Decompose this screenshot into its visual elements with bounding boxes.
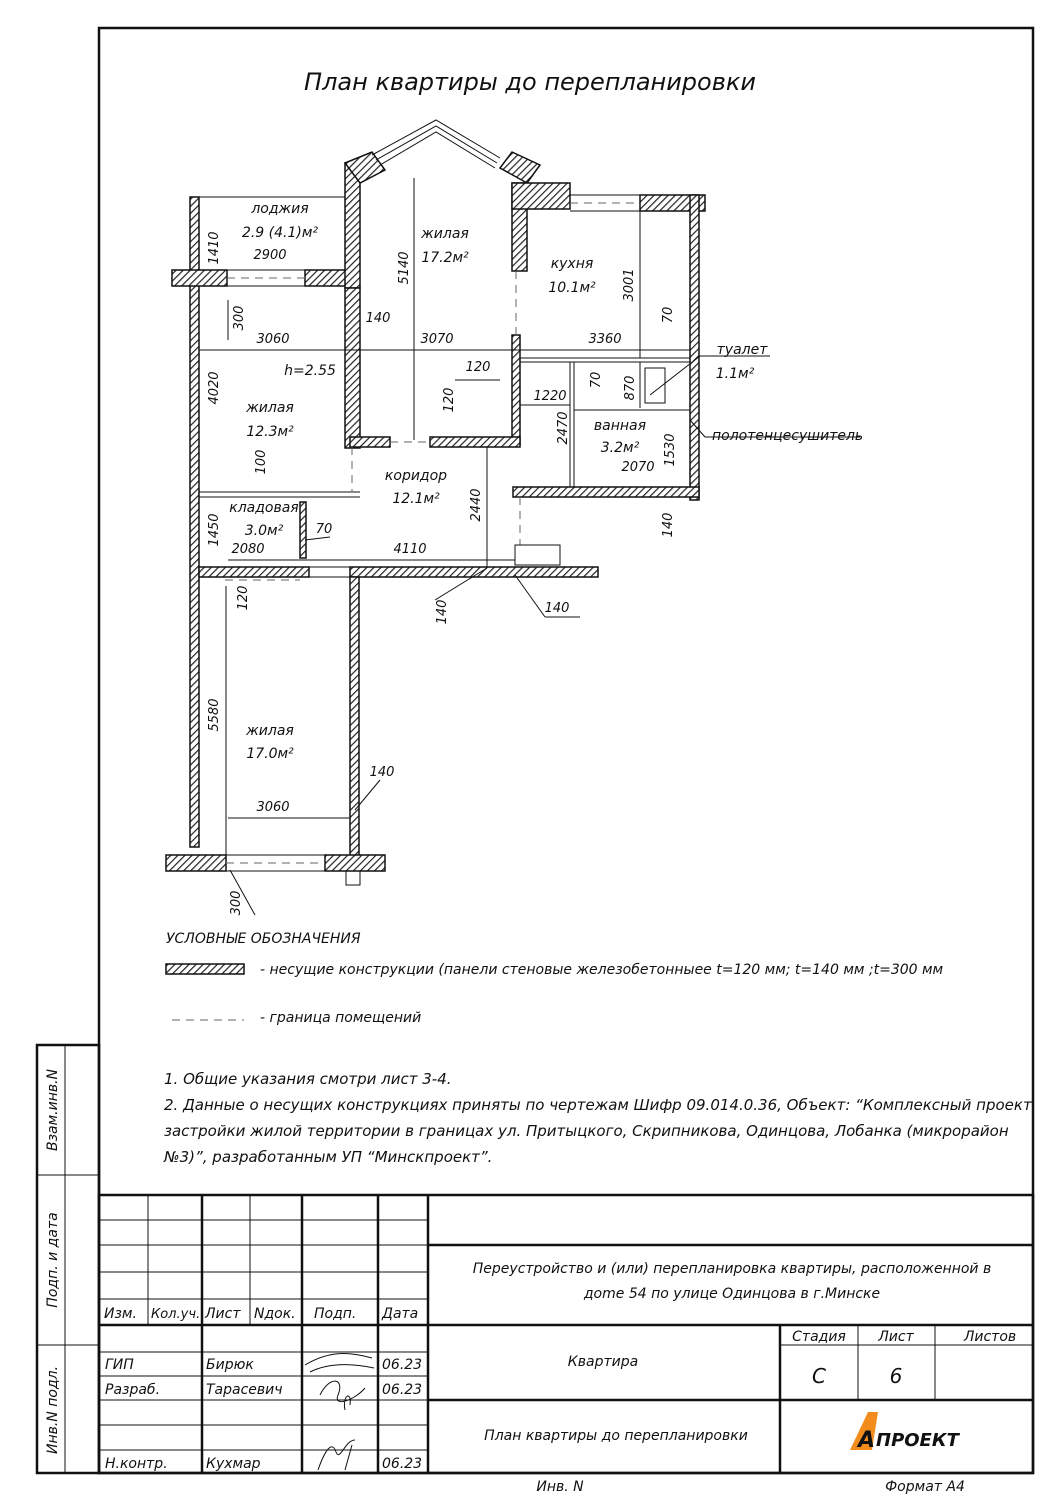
legend	[166, 931, 944, 1026]
room-area: 3.2м²	[600, 440, 640, 456]
notes	[163, 1070, 1033, 1166]
note-line: застройки жилой территории в границах ул. Притыцкого, Скрипникова, Одинцова, Лобанка (микрорайон	[164, 1122, 1009, 1140]
dim-label: 1530	[663, 433, 678, 467]
tb-header: Изм.	[104, 1306, 137, 1322]
dim-label: 5140	[397, 251, 412, 285]
room-name: кухня	[550, 256, 594, 272]
wall-right	[690, 195, 699, 500]
dim-label: 4020	[207, 371, 222, 405]
dim-label: 140	[435, 599, 450, 625]
room-area: 2.9 (4.1)м²	[241, 225, 319, 241]
dim-label: 300	[229, 890, 244, 916]
tb-name: Кухмар	[206, 1456, 261, 1472]
dim-label: 2070	[621, 460, 655, 475]
tb-date: 06.23	[382, 1382, 423, 1398]
room-name: жилая	[421, 226, 469, 242]
dim-label: 3060	[256, 800, 290, 815]
wall-kitchen-lower	[512, 335, 520, 445]
drawing-title: План квартиры до перепланировки	[304, 68, 756, 96]
sheet-frame	[99, 28, 1033, 1473]
dim-label: 140	[544, 601, 570, 616]
dim-label: 120	[442, 387, 457, 413]
dim-label: 140	[369, 765, 395, 780]
towel-dryer-label: полотенцесушитель	[712, 428, 864, 444]
dim-label: 2470	[556, 411, 571, 445]
legend-bearing-swatch	[166, 964, 244, 974]
tb-header: Подп.	[314, 1306, 357, 1322]
tb-stage-label: Стадия	[792, 1329, 846, 1345]
tb-date: 06.23	[382, 1357, 423, 1373]
tb-project-line: дome 54 по улице Одинцова в г.Минске	[583, 1286, 881, 1302]
dim-label: 1410	[207, 231, 222, 265]
dim-label: 120	[236, 585, 251, 611]
dim-label: 70	[315, 522, 333, 537]
tb-sheet-label: Лист	[878, 1329, 914, 1345]
room-name: туалет	[716, 342, 768, 358]
ceiling-height: h=2.55	[284, 363, 336, 379]
wall-bath-bottom	[513, 487, 699, 497]
logo-letter: А	[858, 1428, 876, 1453]
room-area: 12.3м²	[246, 424, 294, 440]
room-area: 17.2м²	[421, 250, 469, 266]
wall-kitchen-top-left	[512, 183, 570, 209]
tb-role: Н.контр.	[105, 1456, 168, 1472]
dim-label: 120	[465, 360, 491, 375]
side-stamp-label: Инв.N подл.	[45, 1365, 61, 1455]
tb-stage-value: С	[812, 1364, 826, 1388]
signature	[305, 1354, 374, 1372]
footer-format: Формат А4	[885, 1479, 965, 1495]
room-area: 1.1м²	[715, 366, 755, 382]
dim-label: 2080	[231, 542, 265, 557]
room-area: 10.1м²	[548, 280, 596, 296]
dim-label: 140	[661, 512, 676, 538]
dim-label: 4110	[393, 542, 427, 557]
tb-name: Тарасевич	[206, 1382, 283, 1398]
dim-label: 2900	[253, 248, 287, 263]
room-name: коридор	[384, 468, 448, 484]
tb-header: Дата	[382, 1306, 419, 1322]
tb-header: Лист	[205, 1306, 241, 1322]
legend-title: УСЛОВНЫЕ ОБОЗНАЧЕНИЯ	[166, 931, 361, 947]
dim-label: 5580	[207, 698, 222, 732]
wall-lower-bedroom-right	[350, 577, 359, 857]
tb-header: Кол.уч.	[151, 1307, 201, 1322]
tb-project-line: Переустройство и (или) перепланировка квартиры, расположенной в	[472, 1261, 992, 1277]
signature	[318, 1440, 355, 1470]
side-stamp-label: Взам.инв.N	[45, 1068, 61, 1152]
room-area: 12.1м²	[392, 491, 440, 507]
room-name: кладовая	[229, 500, 299, 516]
tb-object: Квартира	[567, 1354, 639, 1370]
room-name: лоджия	[251, 201, 309, 217]
dim-label: 140	[365, 311, 391, 326]
dim-label: 300	[232, 305, 247, 331]
room-name: жилая	[246, 400, 294, 416]
wall-bedroom-divider	[345, 288, 360, 448]
wall-bay-left	[345, 163, 360, 288]
logo-text: ПРОЕКТ	[876, 1430, 959, 1451]
note-line: 2. Данные о несущих конструкциях приняты по чертежам Шифр 09.014.0.36, Объект: “Комплексный проект	[164, 1096, 1032, 1114]
wall-left	[190, 197, 199, 847]
wall-loggia-left	[172, 270, 227, 286]
dim-label: 2440	[469, 488, 484, 522]
tb-sheet-title: План квартиры до перепланировки	[484, 1428, 748, 1444]
room-name: ванная	[593, 418, 647, 434]
dim-label: 870	[623, 375, 638, 401]
tb-sheets-label: Листов	[963, 1329, 1017, 1345]
tb-role: Разраб.	[105, 1382, 161, 1398]
wall-bottom-left	[166, 855, 226, 871]
tb-role: ГИП	[105, 1357, 134, 1373]
note-line: 1. Общие указания смотри лист 3-4.	[164, 1070, 452, 1088]
tb-sheet-value: 6	[889, 1364, 903, 1388]
tb-header: Nдок.	[254, 1306, 296, 1322]
side-stamp	[37, 1045, 99, 1473]
wall-bottom-right	[325, 855, 385, 871]
tb-date: 06.23	[382, 1456, 423, 1472]
dim-label: 1450	[207, 513, 222, 547]
tb-name: Бирюк	[206, 1357, 254, 1373]
footer-inv: Инв. N	[536, 1479, 584, 1495]
legend-bearing-text: - несущие конструкции (панели стеновые железобетонныее t=120 мм; t=140 мм ;t=300 мм	[260, 962, 944, 978]
company-logo	[850, 1412, 961, 1453]
note-line: №3)”, разработанным УП “Минскпроект”.	[164, 1148, 493, 1166]
title-block	[99, 1195, 1033, 1473]
room-area: 3.0м²	[244, 523, 284, 539]
signature	[320, 1381, 365, 1410]
dim-label: 70	[589, 371, 604, 389]
side-stamp-label: Подп. и дата	[45, 1212, 61, 1308]
dim-label: 3070	[420, 332, 454, 347]
room-name: жилая	[246, 723, 294, 739]
dim-label: 3060	[256, 332, 290, 347]
dim-label: 100	[254, 449, 269, 475]
dim-label: 1220	[533, 389, 567, 404]
legend-boundary-text: - граница помещений	[260, 1010, 422, 1026]
dim-label: 3360	[588, 332, 622, 347]
dim-label: 70	[661, 306, 676, 324]
dim-label: 3001	[622, 268, 637, 302]
room-area: 17.0м²	[246, 746, 294, 762]
